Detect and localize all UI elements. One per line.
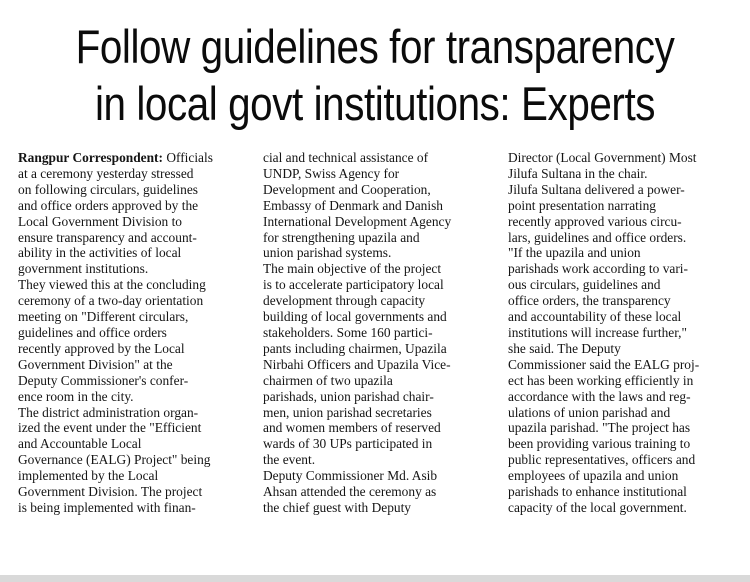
column-line: for strengthening upazila and (263, 229, 420, 245)
column-line: is being implemented with finan- (18, 499, 196, 515)
column-line: on following circulars, guidelines (18, 181, 198, 197)
column-line: Local Government Division to (18, 213, 183, 229)
column-line: The district administration organ- (18, 404, 199, 420)
headline-line-1: Follow guidelines for transparency (75, 20, 675, 73)
column-line: institutions will increase further," (508, 324, 687, 340)
column-line: ence room in the city. (18, 388, 134, 404)
column-line: Embassy of Denmark and Danish (263, 197, 443, 213)
column-line: Development and Cooperation, (263, 181, 431, 197)
column-line: wards of 30 UPs participated in (263, 436, 433, 452)
column-line: recently approved various circu- (508, 213, 682, 229)
column-line: the event. (263, 452, 316, 468)
column-line: and accountability of these local (508, 309, 682, 325)
column-line: upazila parishad. "The project has (508, 420, 691, 436)
column-line: parishads to enhance institutional (508, 484, 687, 500)
column-line: Government Division. The project (18, 484, 203, 500)
column-line: implemented by the Local (18, 468, 159, 484)
first-line (18, 150, 250, 166)
article-column-2 (263, 150, 493, 516)
column-line: Director (Local Government) Most (508, 150, 697, 165)
column-line: ized the event under the "Efficient (18, 420, 202, 436)
column-line: Government Division" at the (18, 356, 173, 372)
column-line: UNDP, Swiss Agency for (263, 165, 400, 181)
column-line: stakeholders. Some 160 partici- (263, 324, 433, 340)
column-2-body (263, 150, 493, 516)
column-line: and women members of reserved (263, 420, 441, 436)
article-column-1 (18, 150, 250, 516)
article-column-3 (508, 150, 740, 516)
column-line: guidelines and office orders (18, 324, 167, 340)
column-line: parishads work according to vari- (508, 261, 688, 277)
column-line: government institutions. (18, 261, 149, 277)
column-line: ceremony of a two-day orientation (18, 293, 204, 309)
column-line: cial and technical assistance of (263, 150, 429, 165)
column-line: employees of upazila and union (508, 468, 679, 484)
column-line: They viewed this at the concluding (18, 277, 206, 293)
column-line: ous circulars, guidelines and (508, 277, 661, 293)
headline-line-2: in local govt institutions: Experts (94, 77, 656, 130)
column-line: Deputy Commissioner's confer- (18, 372, 189, 388)
column-line: recently approved by the Local (18, 340, 185, 356)
column-line: is to accelerate participatory local (263, 277, 444, 293)
column-3-body (508, 150, 740, 516)
column-line: capacity of the local government. (508, 499, 687, 515)
bottom-rule (0, 575, 750, 582)
column-line: meeting on "Different circulars, (18, 309, 189, 325)
column-line: building of local governments and (263, 309, 447, 325)
column-line: Jilufa Sultana delivered a power- (508, 181, 685, 197)
column-line: men, union parishad secretaries (263, 404, 432, 420)
column-line: ulations of union parishad and (508, 404, 671, 420)
column-line: chairmen of two upazila (263, 372, 393, 388)
column-line: union parishad systems. (263, 245, 392, 261)
column-line: Deputy Commissioner Md. Asib (263, 468, 438, 484)
column-line: Jilufa Sultana in the chair. (508, 165, 648, 181)
column-line: development through capacity (263, 293, 426, 309)
column-line: and office orders approved by the (18, 197, 199, 213)
column-line: accordance with the laws and reg- (508, 388, 691, 404)
column-line: pants including chairmen, Upazila (263, 340, 447, 356)
column-line: office orders, the transparency (508, 293, 671, 309)
column-line: International Development Agency (263, 213, 452, 229)
column-line: parishads, union parishad chair- (263, 388, 434, 404)
column-line: The main objective of the project (263, 261, 442, 277)
column-line: and Accountable Local (18, 436, 142, 452)
column-line: Governance (EALG) Project" being (18, 452, 211, 468)
column-line: Officials (162, 150, 213, 165)
column-line: Nirbahi Officers and Upazila Vice- (263, 356, 451, 372)
column-line: ensure transparency and account- (18, 229, 197, 245)
column-line: public representatives, officers and (508, 452, 696, 468)
column-line: she said. The Deputy (508, 340, 621, 356)
column-line: Commissioner said the EALG proj- (508, 356, 700, 372)
column-line: "If the upazila and union (508, 245, 641, 261)
column-line: ability in the activities of local (18, 245, 182, 261)
column-line: the chief guest with Deputy (263, 499, 412, 515)
column-line: been providing various training to (508, 436, 691, 452)
column-line: ect has been working efficiently in (508, 372, 694, 388)
column-1-body (18, 166, 250, 516)
headline (0, 18, 750, 132)
column-line: point presentation narrating (508, 197, 656, 213)
column-line: Ahsan attended the ceremony as (263, 484, 437, 500)
byline: Rangpur Correspondent: (18, 150, 163, 165)
column-line: lars, guidelines and office orders. (508, 229, 687, 245)
column-line: at a ceremony yesterday stressed (18, 165, 194, 181)
